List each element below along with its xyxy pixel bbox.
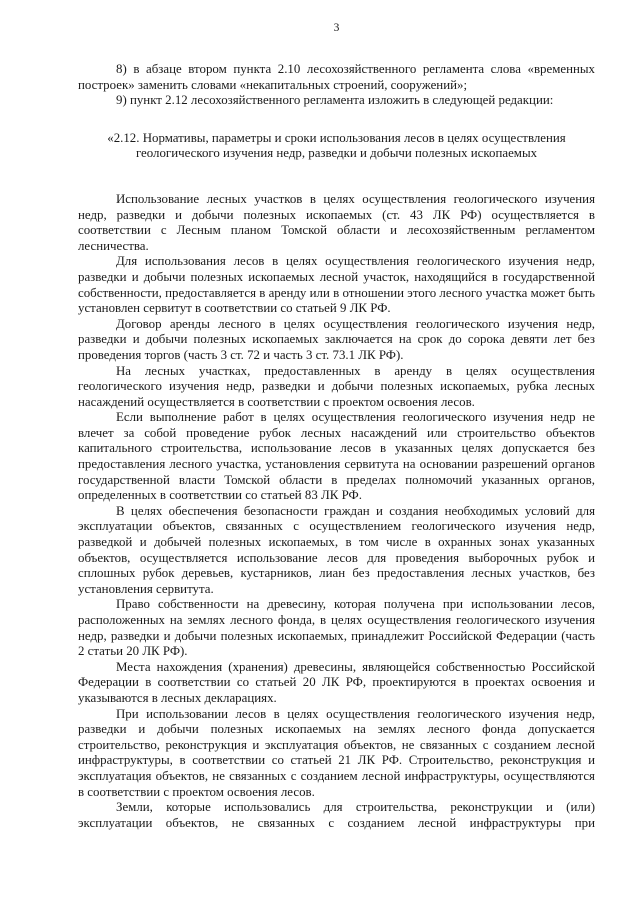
paragraph: Право собственности на древесину, которая получена при использовании лесов, расположенных на землях лесного фонда, в целях осуществления геологического изучения недр, разведки и добычи полезных ископаемых, принадлежит Российской Федерации (часть 2 статьи 20 ЛК РФ).: [78, 597, 595, 659]
amendment-item-9: 9) пункт 2.12 лесохозяйственного регламента изложить в следующей редакции:: [116, 93, 554, 108]
paragraph: Использование лесных участков в целях осуществления геологического изучения недр, разведки и добычи полезных ископаемых (ст. 43 ЛК РФ) осуществляется в соответствии с Лесным планом Томской области и лесохозяйственным регламентом лесничества.: [78, 191, 595, 253]
paragraph-continued: Земли, которые использовались для строительства, реконструкции и (или) эксплуатации объектов, не связанных с созданием лесной инфраструктуры при: [78, 800, 595, 830]
section-heading: «2.12. Нормативы, параметры и сроки использования лесов в целях осуществления геологического изучения недр, разведки и добычи полезных ископаемых: [107, 130, 566, 161]
document-page: [78, 22, 595, 831]
paragraph: Для использования лесов в целях осуществления геологического изучения недр, разведки и добычи полезных ископаемых лесной участок, находящийся в государственной собственности, предоставляется в аренду или в отношении этого лесного участка может быть установлен сервитут в соответствии со статьей 9 ЛК РФ.: [78, 254, 595, 316]
paragraph: Договор аренды лесного в целях осуществления геологического изучения недр, разведки и добычи полезных ископаемых заключается на срок до сорока девяти лет без проведения торгов (часть 3 ст. 72 и часть 3 ст. 73.1 ЛК РФ).: [78, 316, 595, 362]
paragraph: На лесных участках, предоставленных в аренду в целях осуществления геологического изучения недр, разведки и добычи полезных ископаемых, рубка лесных насаждений осуществляется в соответствии с проектом освоения лесов.: [78, 363, 595, 409]
paragraph: Места нахождения (хранения) древесины, являющейся собственностью Российской Федерации в соответствии со статьей 20 ЛК РФ, проектируются в проектах освоения и указываются в лесных декларациях.: [78, 659, 595, 705]
paragraph: Если выполнение работ в целях осуществления геологического изучения недр не влечет за собой проведение рубок лесных насаждений или строительство объектов капитального строительства, использование лесов в указанных целях допускается без предоставления лесного участка, установления сервитута на основании разрешений органов государственной власти Томской области в пределах полномочий указанных органов, определенных в соответствии со статьей 83 ЛК РФ.: [78, 410, 595, 503]
paragraph: При использовании лесов в целях осуществления геологического изучения недр, разведки и добычи полезных ископаемых на землях лесного фонда допускается строительство, реконструкция и эксплуатация объектов, не связанных с созданием лесной инфраструктуры, в соответствии со статьей 21 ЛК РФ. Строительство, реконструкция и эксплуатация объектов, не связанных с созданием лесной инфраструктуры, осуществляются в соответствии с проектом освоения лесов.: [78, 706, 595, 799]
page-number: 3: [333, 22, 340, 34]
amendment-item-8: 8) в абзаце втором пункта 2.10 лесохозяйственного регламента слова «временных построек» заменить словами «некапитальных строений, сооружений»;: [78, 62, 595, 92]
paragraph: В целях обеспечения безопасности граждан и создания необходимых условий для эксплуатации объектов, связанных с осуществлением геологического изучения недр, разведкой и добычей полезных ископаемых, в том числе в охранных зонах указанных объектов, осуществляется использование лесов для проведения выборочных рубок и сплошных рубок деревьев, кустарников, лиан без предоставления лесных участков, без установления сервитута.: [78, 503, 595, 596]
